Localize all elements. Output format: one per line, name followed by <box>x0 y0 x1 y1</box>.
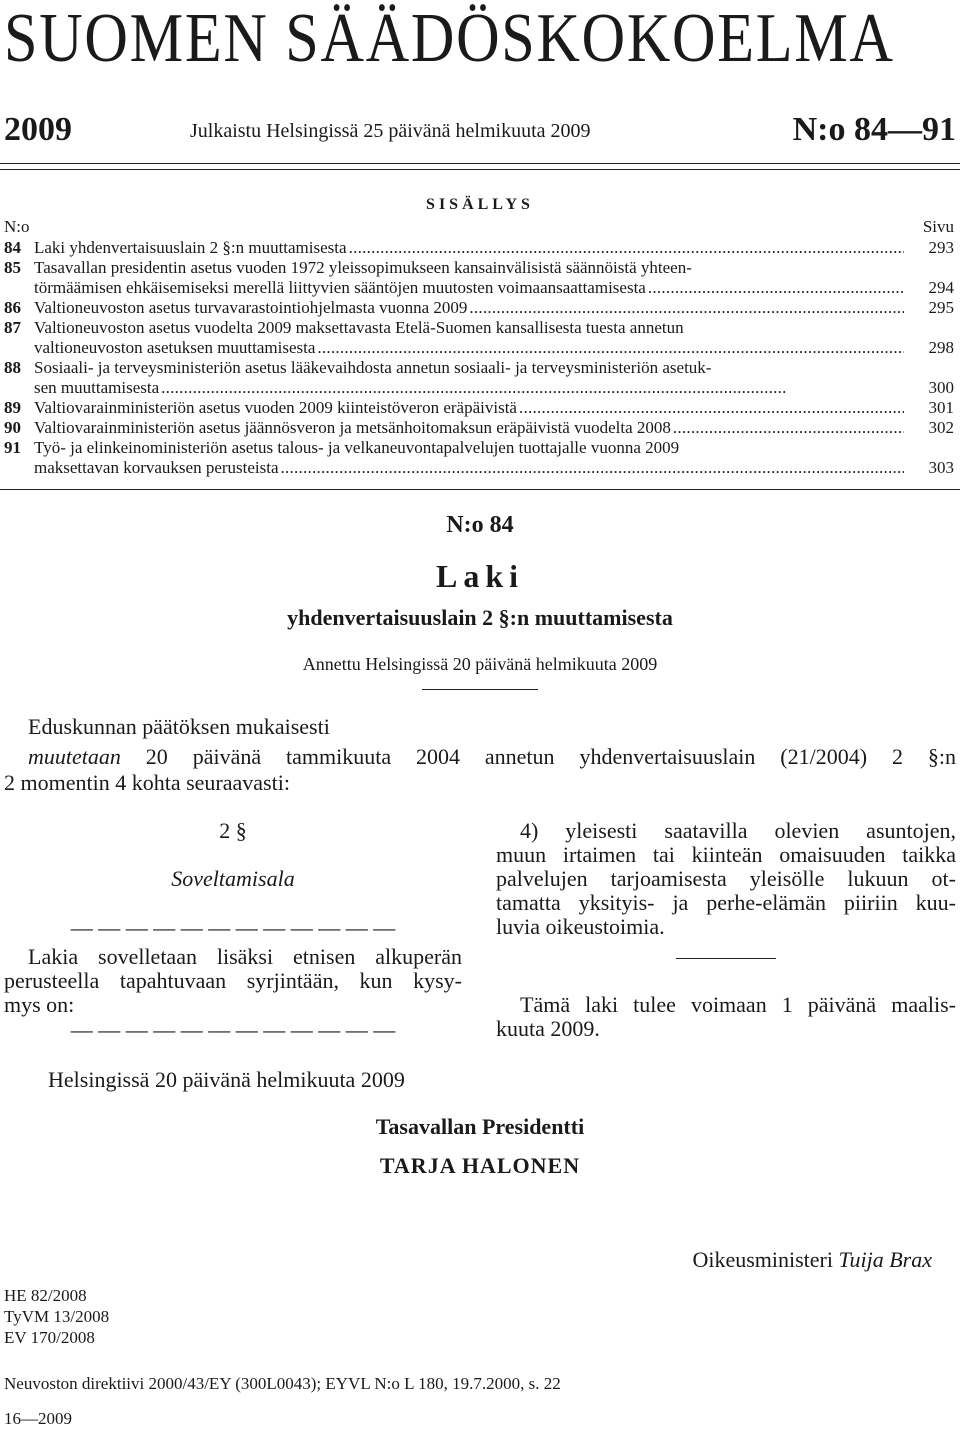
references <box>4 1285 109 1348</box>
toc-entry-line <box>34 338 906 358</box>
toc-entry-text: maksettavan korvauksen perusteista <box>34 458 279 477</box>
toc-leader-dots <box>648 278 904 298</box>
item-4-line: muun irtaimen tai kiinteän omaisuuden taikka <box>496 842 956 867</box>
toc-entry-text: Valtiovarainministeriön asetus vuoden 2009 kiinteistöveron eräpäivistä <box>34 398 517 417</box>
toc-entry-text: törmäämisen ehkäisemiseksi merellä liittyvien sääntöjen muutosten voimaansaattamisesta <box>34 278 646 297</box>
toc-entry-text: Työ- ja elinkeinoministeriön asetus talous- ja velkaneuvontapalvelujen tuottajalle vuonna 2009 <box>34 438 680 457</box>
entry-line: Tämä laki tulee voimaan 1 päivänä maalis- <box>520 992 956 1017</box>
toc-entry-number: 86 <box>4 298 21 317</box>
toc-entry-number: 85 <box>4 258 21 277</box>
preamble-text: 20 päivänä tammikuuta 2004 annetun yhdenvertaisuuslain (21/2004) 2 §:n <box>145 744 956 769</box>
toc-entry-line <box>34 458 906 478</box>
heading-short-rule <box>422 689 538 690</box>
toc-entry-page: 294 <box>928 278 954 297</box>
item-4-text <box>496 819 956 939</box>
toc-entry-page: 303 <box>928 458 954 477</box>
toc-entry-line <box>34 398 906 418</box>
toc-entry <box>0 418 960 438</box>
preamble-verb: muutetaan <box>28 744 121 769</box>
toc-entry-page: 293 <box>928 238 954 257</box>
section-heading: Soveltamisala <box>171 866 295 891</box>
statute-number: N:o 84 <box>446 512 514 538</box>
issue-numbers: N:o 84—91 <box>792 111 956 148</box>
toc-entry <box>0 398 960 418</box>
toc-entry-line <box>34 318 906 338</box>
item-4-line: luvia oikeustoimia. <box>496 914 665 939</box>
section-text-line: Lakia sovelletaan lisäksi etnisen alkuperän <box>28 944 462 969</box>
toc-entry-line <box>34 378 906 398</box>
toc-entry-number: 89 <box>4 398 21 417</box>
toc-entry-page: 300 <box>928 378 954 397</box>
item-4-line: palvelujen tarjoamisesta yleisölle lukuun ot- <box>496 866 956 891</box>
omitted-dashes-bottom: — — — — — — — — — — — — <box>70 1017 396 1042</box>
toc-entry-line <box>34 358 906 378</box>
toc-entry-text: Valtioneuvoston asetus turvavarastointiohjelmasta vuonna 2009 <box>34 298 468 317</box>
toc-entry-line <box>34 438 906 458</box>
item-4-line: tamatta yksityis- ja perhe-elämän piiriin kuu- <box>496 890 956 915</box>
toc-entry-page: 298 <box>928 338 954 357</box>
contents-bottom-rule <box>0 489 960 490</box>
directive-reference: Neuvoston direktiivi 2000/43/EY (300L0043); EYVL N:o L 180, 19.7.2000, s. 22 <box>4 1374 561 1393</box>
section-number: 2 § <box>219 818 247 843</box>
president-title: Tasavallan Presidentti <box>375 1114 585 1139</box>
toc-entry-text: Valtiovarainministeriön asetus jäännösveron ja metsänhoitomaksun eräpäivistä vuodelta 2008 <box>34 418 671 437</box>
issue-row <box>4 108 956 152</box>
omitted-dashes-top: — — — — — — — — — — — — <box>70 915 396 940</box>
toc-entry-number: 90 <box>4 418 21 437</box>
toc-entry-text: valtioneuvoston asetuksen muuttamisesta <box>34 338 316 357</box>
toc-entry-line <box>34 298 906 318</box>
president-name: TARJA HALONEN <box>379 1153 581 1178</box>
toc-entry-number: 88 <box>4 358 21 377</box>
toc-leader-dots <box>673 418 904 438</box>
contents-col-no: N:o <box>4 217 30 236</box>
toc-entry <box>0 298 960 318</box>
reference-item: EV 170/2008 <box>4 1328 95 1347</box>
preamble-line-2 <box>28 745 956 769</box>
entry-line: kuuta 2009. <box>496 1016 600 1041</box>
place-date: Helsingissä 20 päivänä helmikuuta 2009 <box>48 1067 405 1092</box>
minister-title: Oikeusministeri <box>692 1247 833 1272</box>
page-footer-code: 16—2009 <box>4 1409 72 1428</box>
toc-entry-line <box>34 238 906 258</box>
toc-entry <box>0 358 960 398</box>
reference-item: HE 82/2008 <box>4 1286 87 1305</box>
toc-leader-dots <box>317 338 904 358</box>
publication-date: Julkaistu Helsingissä 25 päivänä helmikuuta 2009 <box>190 120 591 142</box>
toc-entry-number: 84 <box>4 238 21 257</box>
preamble-line-3: 2 momentin 4 kohta seuraavasti: <box>4 770 290 795</box>
toc-leader-dots <box>519 398 904 418</box>
toc-entry-text: Laki yhdenvertaisuuslain 2 §:n muuttamisesta <box>34 238 347 257</box>
toc-entry <box>0 238 960 258</box>
toc-entry-text: Valtioneuvoston asetus vuodelta 2009 maksettavasta Etelä-Suomen kansallisesta tuesta annetun <box>34 318 684 337</box>
toc-entry-text: sen muuttamisesta <box>34 378 160 397</box>
toc-entry-page: 295 <box>928 298 954 317</box>
section-text <box>4 945 462 1017</box>
minister-signature <box>692 1246 932 1274</box>
publication-title: SUOMEN SÄÄDÖSKOKOELMA <box>4 0 895 77</box>
toc-entry-number: 87 <box>4 318 21 337</box>
toc-entry <box>0 318 960 358</box>
preamble-line-1: Eduskunnan päätöksen mukaisesti <box>28 714 330 739</box>
section-text-line: mys on: <box>4 992 75 1017</box>
toc-leader-dots <box>349 238 904 258</box>
toc-leader-dots <box>281 458 904 478</box>
toc-entry <box>0 258 960 298</box>
table-of-contents <box>0 238 960 478</box>
contents-col-page: Sivu <box>922 217 954 236</box>
toc-entry-page: 301 <box>928 398 954 417</box>
toc-entry-text: Sosiaali- ja terveysministeriön asetus lääkevaihdosta annetun sosiaali- ja terveysministeriön asetuk- <box>34 358 712 377</box>
issue-year: 2009 <box>4 111 72 148</box>
minister-name: Tuija Brax <box>838 1247 932 1272</box>
statute-given-date: Annettu Helsingissä 20 päivänä helmikuuta 2009 <box>302 654 658 674</box>
section-text-line: perusteella tapahtuvaan syrjintään, kun kysy- <box>4 968 462 993</box>
toc-leader-dots <box>469 298 904 318</box>
item-4-line: 4) yleisesti saatavilla olevien asuntojen, <box>520 818 956 843</box>
contents-title: SISÄLLYS <box>426 196 534 213</box>
toc-entry-page: 302 <box>928 418 954 437</box>
header-double-rule <box>0 163 960 170</box>
item-short-rule <box>676 958 776 959</box>
toc-leader-dots <box>161 378 904 398</box>
toc-entry <box>0 438 960 478</box>
reference-item: TyVM 13/2008 <box>4 1307 110 1326</box>
statute-type: Laki <box>435 558 525 594</box>
toc-entry-line <box>34 418 906 438</box>
toc-entry-text: Tasavallan presidentin asetus vuoden 1972 yleissopimukseen kansainvälisistä säännöistä yhteen- <box>34 258 692 277</box>
toc-entry-number: 91 <box>4 438 21 457</box>
toc-entry-line <box>34 258 906 278</box>
statute-subject: yhdenvertaisuuslain 2 §:n muuttamisesta <box>287 605 673 630</box>
toc-entry-line <box>34 278 906 298</box>
entry-into-force <box>496 993 956 1041</box>
